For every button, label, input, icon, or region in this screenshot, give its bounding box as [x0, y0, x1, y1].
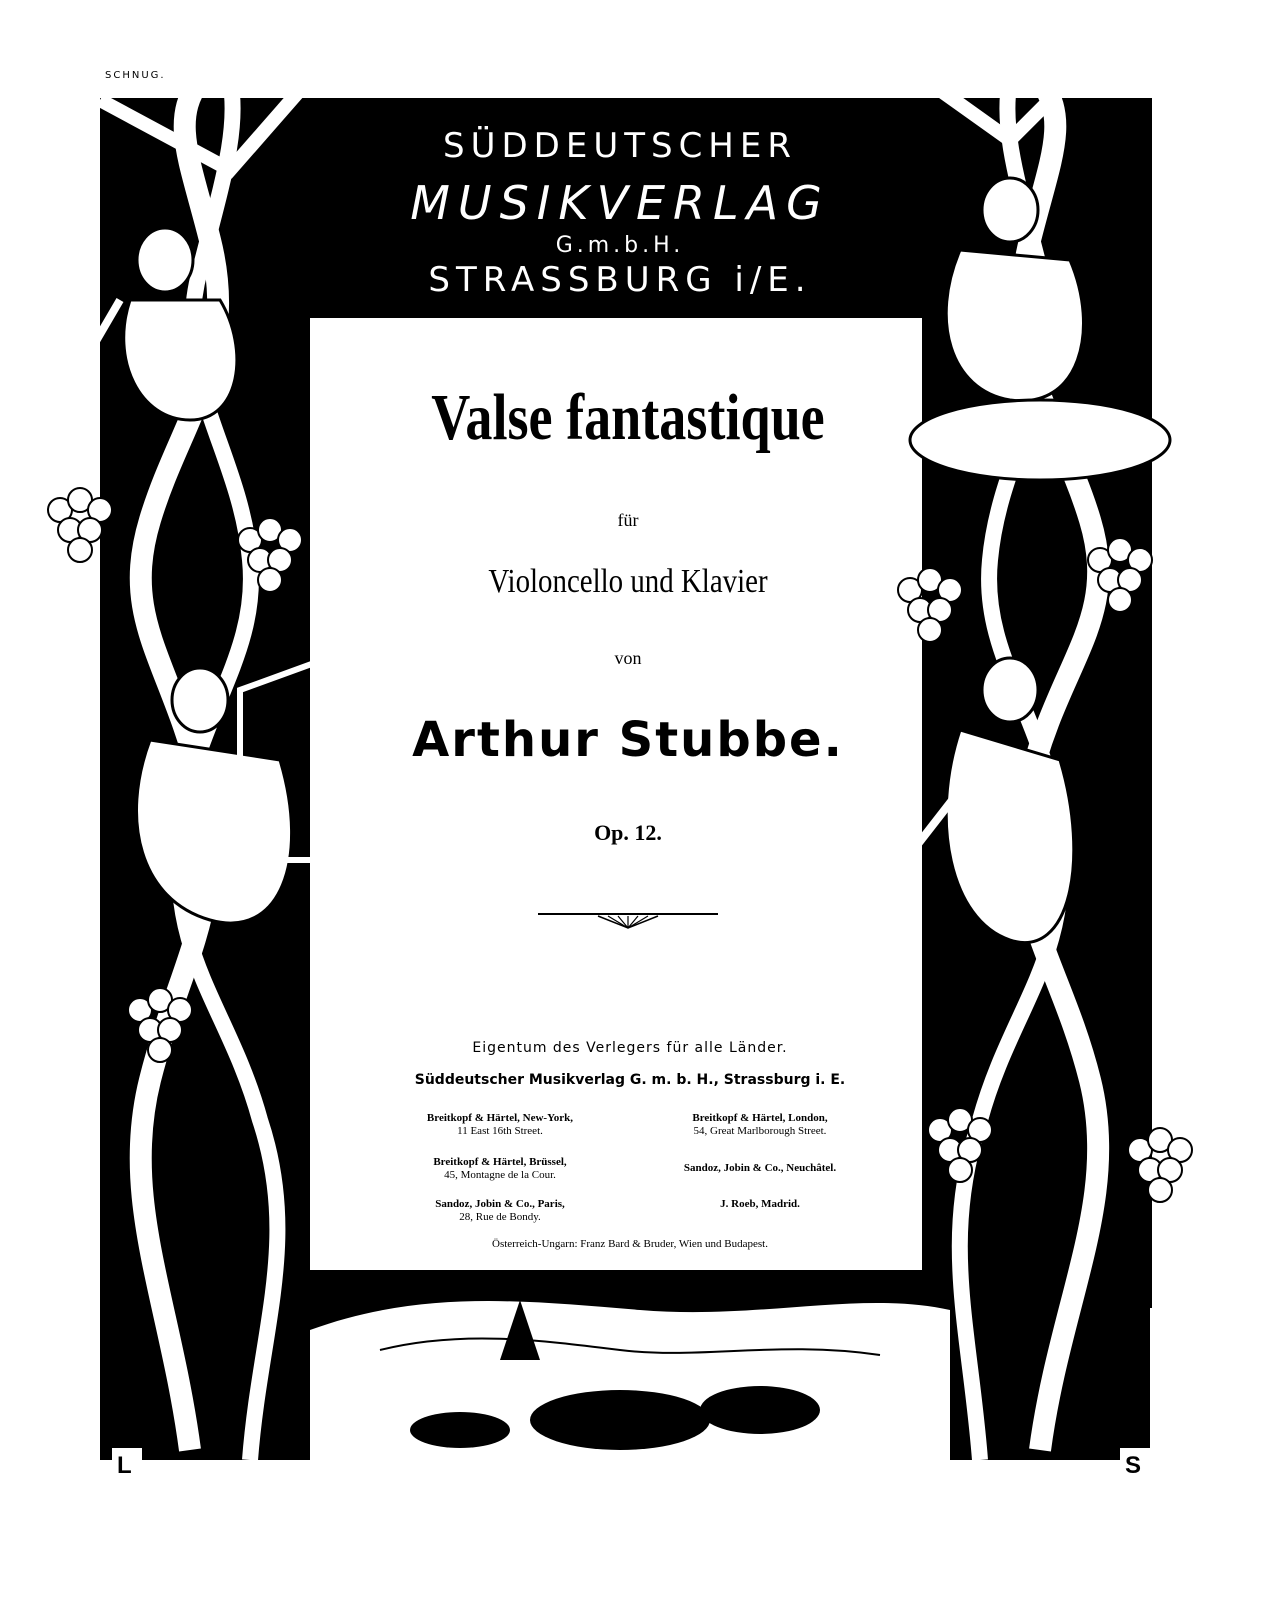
publisher-header: [300, 108, 940, 308]
signature-left: L: [117, 1452, 132, 1479]
publisher-header-line3: G.m.b.H.: [555, 233, 685, 258]
publisher-header-line4: STRASSBURG i/E.: [428, 260, 812, 300]
instrumentation: Violoncello und Klavier: [488, 563, 768, 600]
work-title: Valse fantastique: [431, 381, 825, 454]
branch-item: [640, 1112, 880, 1138]
branch-address: 54, Great Marlborough Street.: [693, 1125, 827, 1137]
branch-name: Sandoz, Jobin & Co., Paris,: [435, 1198, 565, 1210]
branch-name: J. Roeb, Madrid.: [720, 1198, 800, 1210]
branch-item: [640, 1198, 880, 1211]
for-label: für: [617, 510, 639, 530]
branch-item: [380, 1112, 620, 1138]
composer-name: Arthur Stubbe.: [412, 712, 844, 768]
branch-address: 11 East 16th Street.: [457, 1125, 543, 1137]
branch-address: 45, Montagne de la Cour.: [444, 1169, 556, 1181]
landscape-vignette: [310, 1300, 950, 1460]
branch-address: 28, Rue de Bondy.: [459, 1211, 541, 1223]
publisher-header-line2: MUSIKVERLAG: [410, 176, 830, 230]
branch-name: Breitkopf & Härtel, Brüssel,: [433, 1156, 567, 1168]
title-ornament: [538, 908, 718, 932]
austria-hungary-distributor: Österreich-Ungarn: Franz Bard & Bruder, Wien und Budapest.: [492, 1238, 768, 1250]
branch-name: Breitkopf & Härtel, New-York,: [426, 1112, 574, 1124]
branch-item: [380, 1198, 620, 1224]
branch-list: [380, 1112, 880, 1232]
publisher-line: Süddeutscher Musikverlag G. m. b. H., Strassburg i. E.: [414, 1072, 846, 1088]
artist-mark: SCHNUG.: [105, 70, 166, 81]
branch-item: [380, 1156, 620, 1182]
branch-name: Breitkopf & Härtel, London,: [692, 1112, 828, 1124]
opus-number: Op. 12.: [594, 820, 662, 845]
branch-name: Sandoz, Jobin & Co., Neuchâtel.: [683, 1162, 837, 1174]
rights-statement: Eigentum des Verlegers für alle Länder.: [472, 1040, 788, 1056]
signature-right: S: [1125, 1452, 1142, 1479]
publisher-header-line1: SÜDDEUTSCHER: [443, 126, 797, 166]
by-label: von: [614, 648, 642, 668]
branch-item: [640, 1162, 880, 1175]
